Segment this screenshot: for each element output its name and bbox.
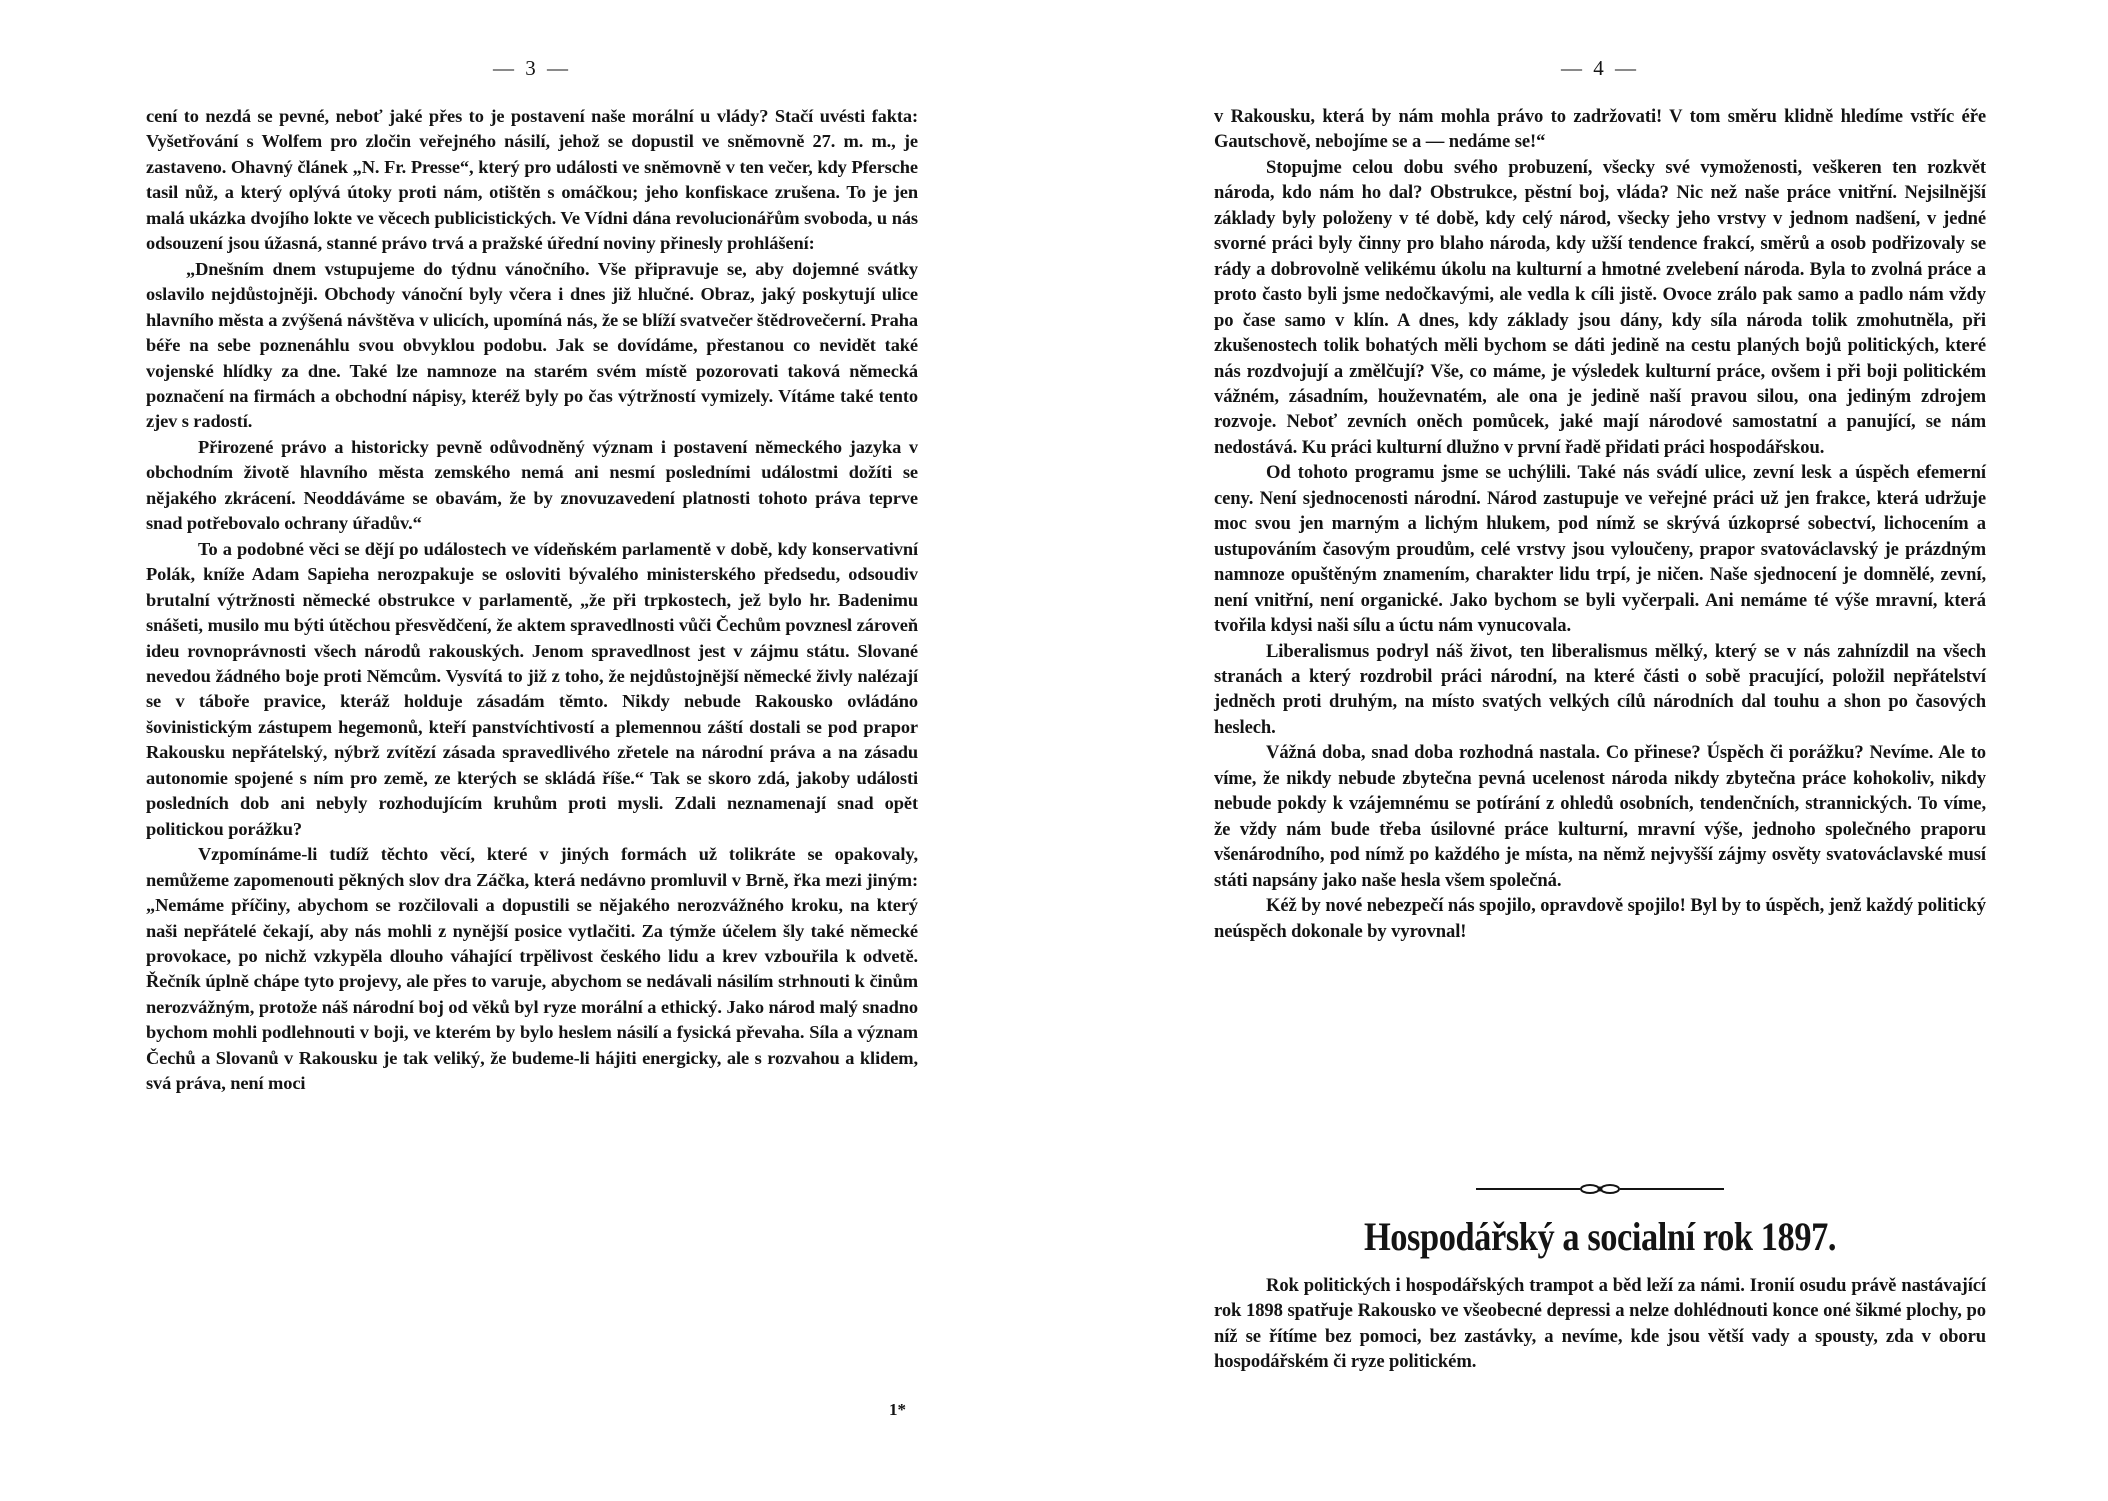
paragraph: Od tohoto programu jsme se uchýlili. Také nás svádí ulice, zevní lesk a úspěch efemerní ceny. Není sjednocenosti národní. Národ zastupuje ve veřejné práci už jen frakce, která udržuje moc svou jen marným a lichým hlukem, pod nímž se skrývá úzkoprsé sobectví, lichocením a ustupováním časovým proudům, celé vrstvy jsou vyloučeny, prapor svatováclavský je prázdným namnoze opuštěným znamením, charakter lidu trpí, je ničen. Naše sjednocení je domnělé, zevní, není vnitřní, není organické. Jako bychom se byli vyčerpali. Ani nemáme té výše mravní, která tvořila kdysi naši sílu a úctu nám vynucovala. — [1214, 462, 1986, 637]
right-page-body — [1214, 104, 1986, 944]
paragraph: Vzpomínáme-li tudíž těchto věcí, které v jiných formách už tolikráte se opakovaly, nemůžeme zapomenouti pěkných slov dra Záčka, která nedávno promluvil v Brně, řka mezi jiným: „Nemáme příčiny, abychom se rozčilovali a dopustili se nějakého nerozvážného kroku, na který naši nepřátelé čekají, aby nás mohli z nynější posice vytlačiti. Za týmže účelem šly také německé provokace, po nichž vzkypěla dlouho váhající trpělivost českého lidu a krev vzbouřila k odvetě. Řečník úplně chápe tyto projevy, ale přes to varuje, abychom se nedávali násilím strhnouti k činům nerozvážným, protože náš národní boj od věků byl ryze morální a ethický. Jako národ malý snadno bychom mohli podlehnouti v boji, ve kterém by bylo heslem násilí a fysická převaha. Síla a význam Čechů a Slovanů v Rakousku je tak veliký, že budeme-li hájiti energicky, ale s rozvahou a klidem, svá práva, není moci — [146, 844, 918, 1094]
paragraph: Rok politických i hospodářských trampot a běd leží za námi. Ironií osudu právě nastávající rok 1898 spatřuje Rakousko ve všeobecné depressi a nelze dohlédnouti konce oné šikmé plochy, po níž se řítíme bez pomoci, bez zastávky, a nevíme, kde jsou větší vady a spousty, zda v oboru hospodářském či ryze politickém. — [1214, 1275, 1986, 1373]
paragraph: Stopujme celou dobu svého probuzení, všecky své vymoženosti, veškeren ten rozkvět národa, kdo nám ho dal? Obstrukce, pěstní boj, vláda? Nic než naše práce vnitřní. Nejsilnější základy byly položeny v té době, kdy celý národ, všecky jeho vrstvy v jednom nadšení, v jedné svorné práci byly činny pro blaho národa, kdy užší tendence frakcí, směrů a osob podřizovaly se rády a dobrovolně velikému úkolu na kulturní a hmotné zvelebení národa. Byla to zvolná práce a proto často byli jsme nedočkavými, ale vedla k cíli jistě. Ovoce zrálo pak samo a padlo nám vždy po čase samo v klín. A dnes, kdy základy jsou dány, kdy síla národa tolik zmohutněla, při zkušenostech tolik bohatých měli bychom se dáti jedině na cestu planých bojů politických, které nás rozdvojují a změlčují? Vše, co máme, je výsledek kulturní práce, ovšem i při boji politickém vážném, zásadním, houževnatém, ale ona je jedině naší pravou silou, ona jediným zdrojem rozvoje. Neboť zevních oněch pomůcek, jaké mají národové samostatní a panující, se nám nedostává. Ku práci kulturní dlužno v první řadě přidati práci hospodářskou. — [1214, 156, 1986, 458]
right-page — [1214, 0, 1986, 1501]
paragraph: Liberalismus podryl náš život, ten liberalismus mělký, který se v nás zahnízdil na všech stranách a který rozdrobil práci národní, na které části o sobě pracující, položil nepřátelství jedněch proti druhým, na místo svatých velkých cílů národních dal touhu a shon po časových heslech. — [1214, 640, 1986, 738]
section-heading: Hospodářský a socialní rok 1897. — [1363, 1214, 1837, 1259]
left-page-body — [146, 104, 918, 1097]
paragraph: v Rakousku, která by nám mohla právo to zadržovati! V tom směru klidně hledíme vstříc éře Gautschově, nebojíme se a — nedáme se!“ — [1214, 106, 1986, 153]
ornament-divider-icon — [1214, 1181, 1986, 1197]
left-page — [146, 0, 918, 1501]
page-number: — 3 — — [493, 56, 571, 80]
paragraph: Kéž by nové nebezpečí nás spojilo, opravdově spojilo! Byl by to úspěch, jenž každý politický neúspěch dokonale by vyrovnal! — [1214, 895, 1986, 942]
signature-mark: 1* — [889, 1400, 906, 1419]
paragraph: cení to nezdá se pevné, neboť jaké přes to je postavení naše morální u vlády? Stačí uvésti fakta: Vyšetřování s Wolfem pro zločin veřejného násilí, jehož se dopustil ve sněmovně 27. m. m., je zastaveno. Ohavný článek „N. Fr. Presse“, který pro události ve sněmovně v ten večer, kdy Pfersche tasil nůž, a který oplývá útoky proti nám, otištěn s omáčkou; jeho konfiskace zrušena. To je jen malá ukázka dvojího lokte ve věcech publicistických. Ve Vídni dána revolucionářům svoboda, u nás odsouzení jsou úžasná, stanné právo trvá a pražské úřední noviny přinesly prohlášení: — [146, 106, 918, 254]
section-body — [1214, 1273, 1986, 1375]
paragraph: Přirozené právo a historicky pevně odůvodněný význam i postavení německého jazyka v obchodním životě hlavního města zemského nemá ani nesmí posledními událostmi dožíti se nějakého zkrácení. Neoddáváme se obavám, že by znovuzavedení platnosti tohoto práva teprve snad potřebovalo ochrany úřadův.“ — [146, 436, 918, 534]
quoted-paragraph: „Dnešním dnem vstupujeme do týdnu vánočního. Vše připravuje se, aby dojemné svátky oslavilo nejdůstojněji. Obchody vánoční byly včera i dnes již hlučné. Obraz, jaký poskytují ulice hlavního města a zvýšená návštěva v ulicích, upomíná nás, že se blíží svatvečer štědrovečerní. Praha béře na sebe poznenáhlu svou obvyklou podobu. Jak se dovídáme, přestanou co nevidět také vojenské hlídky za dne. Také lze namnoze na starém svém místě pozorovati taková německá poznačení na firmách a obchodní nápisy, kteréž byly po čas výtržností vymizely. Vítáme také tento zjev s radostí. — [146, 258, 918, 432]
paragraph: To a podobné věci se dějí po událostech ve vídeňském parlamentě v době, kdy konservativní Polák, kníže Adam Sapieha nerozpakuje se osloviti bývalého ministerského předsedu, odsoudiv brutalní výtržnosti německé obstrukce v parlamentě, „že při trpkostech, jež bylo hr. Badenimu snášeti, musilo mu býti útěchou přesvědčení, že aktem spravedlnosti vůči Čechům povznesl zároveň ideu rovnoprávnosti všech národů rakouských. Jenom spravedlnost jest v zájmu státu. Slované nevedou žádného boje proti Němcům. Vysvítá to již z toho, že nejdůstojnější německé živly nalézají se v táboře pravice, kteráž holduje zásadám těmto. Nikdy nebude Rakousko ovládáno šovinistickým zástupem hegemonů, kteří panstvíchtivostí a plemennou záští dostali se pod prapor Rakousku nepřátelský, nýbrž zvítězí zásada spravedlivého zřetele na národní práva a na zásadu autonomie spojené s ním pro země, ze kterých se skládá říše.“ Tak se skoro zdá, jakoby události posledních dob ani nebyly rozhodujícím kruhům proti mysli. Zdali neznamenají snad opět politickou porážku? — [146, 538, 918, 839]
page-number: — 4 — — [1561, 56, 1639, 80]
paragraph: Vážná doba, snad doba rozhodná nastala. Co přinese? Úspěch či porážku? Nevíme. Ale to víme, že nikdy nebude zbytečna pevná ucelenost národa nikdy zbytečna práce kohokoliv, nikdy nebude pokdy k vzájemnému se potírání z ohledů osobních, tendenčních, strannických. To víme, že vždy nám bude třeba úsilovné práce kulturní, mravní výše, jednoho společného praporu všenárodního, pod nímž po každého je místa, na němž nejvyšší zájmy osvěty svatováclavské musí státi napsány jako naše hesla všem společná. — [1214, 742, 1986, 891]
